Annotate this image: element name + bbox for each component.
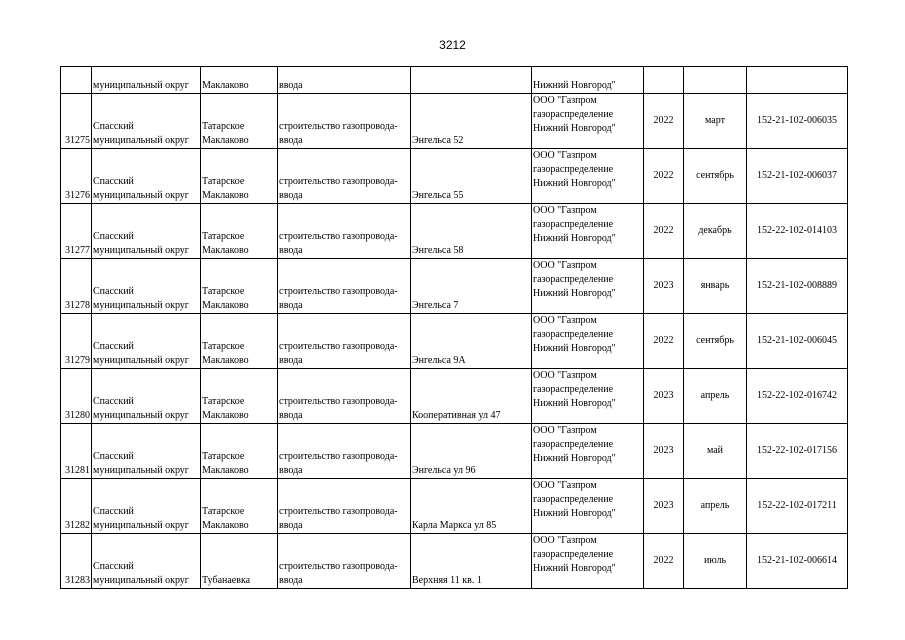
- page-number: 3212: [439, 38, 466, 52]
- table-row: [61, 479, 848, 534]
- cell-code: [747, 424, 848, 479]
- cell-code: [747, 369, 848, 424]
- org-line-1: ООО "Газпром: [533, 425, 597, 436]
- work-line-2: ввода: [279, 190, 303, 201]
- locality-line-1: Татарское: [202, 121, 245, 132]
- cell-text: 2022: [653, 335, 674, 346]
- address-text: Верхняя 11 кв. 1: [412, 575, 482, 586]
- work-line-2: ввода: [279, 410, 303, 421]
- locality-line-2: Маклаково: [202, 520, 249, 531]
- address-text: Энгельса 7: [412, 300, 459, 311]
- work-line-1: строительство газопровода-: [279, 451, 398, 462]
- cell-organization: [532, 479, 644, 534]
- org-line-2: газораспределение: [533, 329, 614, 340]
- district-line-1: Спасский: [93, 121, 134, 132]
- work-line-2: ввода: [279, 245, 303, 256]
- cell-district: [92, 314, 201, 369]
- org-line-2: газораспределение: [533, 274, 614, 285]
- cell-month: [684, 259, 747, 314]
- locality-line-1: Татарское: [202, 451, 245, 462]
- cell-num: [61, 479, 92, 534]
- cell-address: [411, 204, 532, 259]
- district-line-2: муниципальный округ: [93, 355, 189, 366]
- cell-organization: [532, 204, 644, 259]
- cell-month: [684, 314, 747, 369]
- cell-organization: [532, 534, 644, 589]
- work-line-1: строительство газопровода-: [279, 341, 398, 352]
- district-line-1: Спасский: [93, 561, 134, 572]
- cell-text: 2022: [653, 555, 674, 566]
- cell-text: 152-21-102-008889: [757, 280, 837, 291]
- cell-district: [92, 149, 201, 204]
- cell-address: [411, 479, 532, 534]
- cell-work: [278, 259, 411, 314]
- cell-year: [644, 67, 684, 94]
- cell-district: [92, 259, 201, 314]
- locality-line-1: Татарское: [202, 341, 245, 352]
- cell-num: [61, 369, 92, 424]
- cell-num: [61, 314, 92, 369]
- cell-work: [278, 479, 411, 534]
- cell-year: [644, 534, 684, 589]
- org-line-1: ООО "Газпром: [533, 535, 597, 546]
- cell-text: 152-22-102-017156: [757, 445, 837, 456]
- table-row: [61, 534, 848, 589]
- cell-text: январь: [700, 280, 730, 291]
- cell-work: [278, 204, 411, 259]
- work-line-1: строительство газопровода-: [279, 286, 398, 297]
- cell-text: декабрь: [698, 225, 732, 236]
- locality-line-1: Татарское: [202, 231, 245, 242]
- cell-text: апрель: [700, 500, 730, 511]
- locality-line-2: Маклаково: [202, 465, 249, 476]
- cell-text: 31276: [65, 190, 90, 201]
- cell-text: 152-22-102-014103: [757, 225, 837, 236]
- cell-code: [747, 259, 848, 314]
- org-line-1: ООО "Газпром: [533, 370, 597, 381]
- cell-address: [411, 369, 532, 424]
- cell-text: 31278: [65, 300, 90, 311]
- cell-month: [684, 67, 747, 94]
- org-line-1: ООО "Газпром: [533, 205, 597, 216]
- cell-month: [684, 94, 747, 149]
- cell-locality: Маклаково: [201, 67, 278, 94]
- cell-text: 152-21-102-006035: [757, 115, 837, 126]
- org-line-3: Нижний Новгород": [533, 453, 616, 464]
- cell-num: [61, 204, 92, 259]
- org-line-2: газораспределение: [533, 164, 614, 175]
- cell-organization: [532, 369, 644, 424]
- cell-organization: [532, 259, 644, 314]
- locality-line-2: Маклаково: [202, 410, 249, 421]
- district-line-2: муниципальный округ: [93, 245, 189, 256]
- org-line-1: ООО "Газпром: [533, 315, 597, 326]
- cell-text: март: [705, 115, 725, 126]
- locality-line-1: Татарское: [202, 506, 245, 517]
- cell-text: 2022: [653, 115, 674, 126]
- cell-organization: [532, 314, 644, 369]
- district-line-1: Спасский: [93, 286, 134, 297]
- table-row: [61, 259, 848, 314]
- address-text: Энгельса ул 96: [412, 465, 476, 476]
- cell-month: [684, 204, 747, 259]
- cell-organization: Нижний Новгород": [532, 67, 644, 94]
- cell-work: [278, 94, 411, 149]
- cell-text: 2023: [653, 390, 674, 401]
- org-line-2: газораспределение: [533, 384, 614, 395]
- cell-locality: [201, 314, 278, 369]
- cell-code: [747, 534, 848, 589]
- org-line-3: Нижний Новгород": [533, 343, 616, 354]
- work-line-2: ввода: [279, 135, 303, 146]
- locality-line-2: Маклаково: [202, 245, 249, 256]
- cell-district: [92, 479, 201, 534]
- locality-line-2: Тубанаевка: [202, 575, 251, 586]
- cell-code: [747, 314, 848, 369]
- cell-num: [61, 534, 92, 589]
- district-line-1: Спасский: [93, 396, 134, 407]
- locality-line-1: Татарское: [202, 396, 245, 407]
- cell-text: сентябрь: [696, 170, 734, 181]
- work-line-1: строительство газопровода-: [279, 121, 398, 132]
- cell-locality: [201, 424, 278, 479]
- cell-month: [684, 149, 747, 204]
- district-line-2: муниципальный округ: [93, 465, 189, 476]
- cell-organization: [532, 94, 644, 149]
- cell-text: 152-22-102-016742: [757, 390, 837, 401]
- cell-num: [61, 424, 92, 479]
- cell-work: [278, 424, 411, 479]
- locality-line-1: Татарское: [202, 286, 245, 297]
- org-line-1: ООО "Газпром: [533, 260, 597, 271]
- cell-address: [411, 67, 532, 94]
- cell-num: [61, 149, 92, 204]
- cell-address: [411, 259, 532, 314]
- org-line-2: газораспределение: [533, 549, 614, 560]
- cell-locality: [201, 204, 278, 259]
- cell-text: 31277: [65, 245, 90, 256]
- cell-district: [92, 94, 201, 149]
- locality-line-2: Маклаково: [202, 355, 249, 366]
- org-line-3: Нижний Новгород": [533, 233, 616, 244]
- cell-num: [61, 94, 92, 149]
- cell-work: [278, 149, 411, 204]
- cell-text: 31281: [65, 465, 90, 476]
- work-line-1: строительство газопровода-: [279, 231, 398, 242]
- work-line-2: ввода: [279, 465, 303, 476]
- district-line-1: Спасский: [93, 451, 134, 462]
- cell-district: муниципальный округ: [92, 67, 201, 94]
- cell-locality: [201, 94, 278, 149]
- cell-year: [644, 369, 684, 424]
- district-line-2: муниципальный округ: [93, 190, 189, 201]
- cell-locality: [201, 259, 278, 314]
- cell-work: [278, 534, 411, 589]
- cell-organization: [532, 424, 644, 479]
- cell-text: 152-21-102-006045: [757, 335, 837, 346]
- work-line-2: ввода: [279, 300, 303, 311]
- cell-locality: [201, 369, 278, 424]
- org-line-3: Нижний Новгород": [533, 563, 616, 574]
- cell-text: 31280: [65, 410, 90, 421]
- table-row: [61, 424, 848, 479]
- cell-text: 31279: [65, 355, 90, 366]
- table-row: [61, 314, 848, 369]
- org-line-3: Нижний Новгород": [533, 508, 616, 519]
- cell-text: июль: [703, 555, 727, 566]
- cell-text: апрель: [700, 390, 730, 401]
- cell-text: 2023: [653, 445, 674, 456]
- cell-year: [644, 204, 684, 259]
- address-text: Энгельса 52: [412, 135, 464, 146]
- cell-locality: [201, 149, 278, 204]
- cell-address: [411, 424, 532, 479]
- district-line-2: муниципальный округ: [93, 520, 189, 531]
- cell-address: [411, 149, 532, 204]
- org-line-1: ООО "Газпром: [533, 95, 597, 106]
- district-line-2: муниципальный округ: [93, 135, 189, 146]
- work-line-2: ввода: [279, 520, 303, 531]
- district-line-1: Спасский: [93, 176, 134, 187]
- cell-month: [684, 479, 747, 534]
- cell-code: [747, 479, 848, 534]
- org-line-1: ООО "Газпром: [533, 480, 597, 491]
- cell-code: [747, 149, 848, 204]
- cell-text: 2022: [653, 170, 674, 181]
- district-line-2: муниципальный округ: [93, 300, 189, 311]
- cell-text: 31283: [65, 575, 90, 586]
- cell-district: [92, 369, 201, 424]
- cell-text: сентябрь: [696, 335, 734, 346]
- work-line-1: строительство газопровода-: [279, 506, 398, 517]
- address-text: Энгельса 55: [412, 190, 464, 201]
- locality-line-1: Татарское: [202, 176, 245, 187]
- cell-text: 2022: [653, 225, 674, 236]
- cell-text: май: [706, 445, 724, 456]
- org-line-2: газораспределение: [533, 219, 614, 230]
- cell-organization: [532, 149, 644, 204]
- cell-work: ввода: [278, 67, 411, 94]
- cell-text: 31282: [65, 520, 90, 531]
- gasification-registry-table: [60, 66, 848, 589]
- org-line-2: газораспределение: [533, 494, 614, 505]
- table-row: [61, 94, 848, 149]
- district-line-1: Спасский: [93, 231, 134, 242]
- cell-year: [644, 259, 684, 314]
- cell-locality: [201, 479, 278, 534]
- cell-text: 152-21-102-006037: [757, 170, 837, 181]
- district-line-2: муниципальный округ: [93, 410, 189, 421]
- cell-month: [684, 369, 747, 424]
- table-body: [61, 67, 848, 589]
- cell-text: 152-22-102-017211: [757, 500, 837, 511]
- cell-num: [61, 259, 92, 314]
- locality-line-2: Маклаково: [202, 190, 249, 201]
- cell-year: [644, 424, 684, 479]
- org-line-3: Нижний Новгород": [533, 288, 616, 299]
- work-line-2: ввода: [279, 575, 303, 586]
- cell-num: [61, 67, 92, 94]
- cell-code: [747, 204, 848, 259]
- cell-year: [644, 314, 684, 369]
- cell-district: [92, 424, 201, 479]
- work-line-2: ввода: [279, 355, 303, 366]
- org-line-2: газораспределение: [533, 109, 614, 120]
- org-line-2: газораспределение: [533, 439, 614, 450]
- cell-text: 31275: [65, 135, 90, 146]
- org-line-3: Нижний Новгород": [533, 123, 616, 134]
- cell-month: [684, 534, 747, 589]
- cell-text: 2023: [653, 500, 674, 511]
- work-line-1: строительство газопровода-: [279, 396, 398, 407]
- district-line-1: Спасский: [93, 341, 134, 352]
- cell-address: [411, 94, 532, 149]
- locality-line-2: Маклаково: [202, 300, 249, 311]
- cell-code: [747, 67, 848, 94]
- address-text: Карла Маркса ул 85: [412, 520, 497, 531]
- cell-code: [747, 94, 848, 149]
- cell-year: [644, 94, 684, 149]
- cell-work: [278, 369, 411, 424]
- locality-line-2: Маклаково: [202, 135, 249, 146]
- district-line-2: муниципальный округ: [93, 575, 189, 586]
- table-row: [61, 149, 848, 204]
- cell-text: 152-21-102-006614: [757, 555, 837, 566]
- cell-work: [278, 314, 411, 369]
- cell-year: [644, 479, 684, 534]
- org-line-1: ООО "Газпром: [533, 150, 597, 161]
- address-text: Энгельса 58: [412, 245, 464, 256]
- cell-locality: [201, 534, 278, 589]
- cell-address: [411, 534, 532, 589]
- work-line-1: строительство газопровода-: [279, 176, 398, 187]
- cell-district: [92, 534, 201, 589]
- work-line-1: строительство газопровода-: [279, 561, 398, 572]
- table-row-continued: [61, 67, 848, 94]
- cell-district: [92, 204, 201, 259]
- table-row: [61, 204, 848, 259]
- district-line-1: Спасский: [93, 506, 134, 517]
- address-text: Энгельса 9А: [412, 355, 466, 366]
- org-line-3: Нижний Новгород": [533, 398, 616, 409]
- org-line-3: Нижний Новгород": [533, 178, 616, 189]
- cell-month: [684, 424, 747, 479]
- cell-text: 2023: [653, 280, 674, 291]
- table-row: [61, 369, 848, 424]
- cell-address: [411, 314, 532, 369]
- address-text: Кооперативная ул 47: [412, 410, 501, 421]
- cell-year: [644, 149, 684, 204]
